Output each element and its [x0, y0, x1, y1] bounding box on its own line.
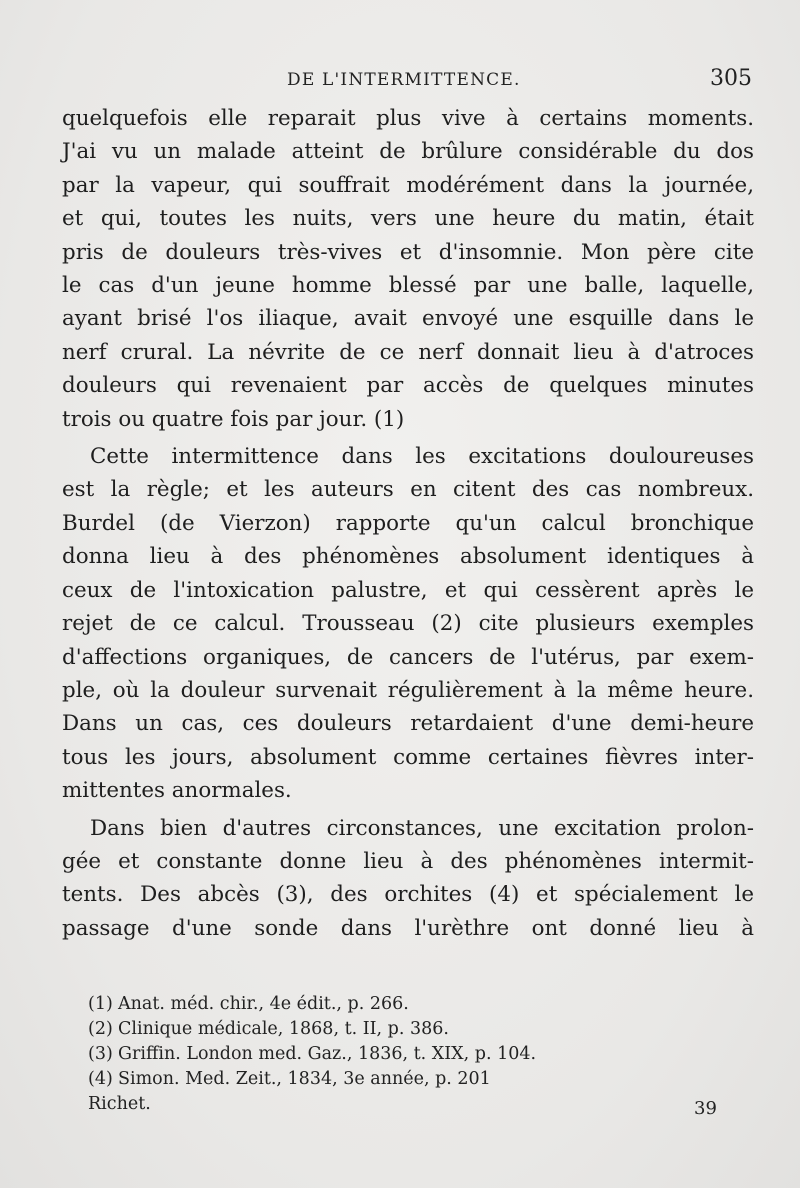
footnote-text: Richet.	[88, 1094, 151, 1114]
text-line: gée et constante donne lieu à des phénomènes intermit-	[62, 848, 754, 874]
text-line: nerf crural. La névrite de ce nerf donnait lieu à d'atroces	[62, 339, 754, 365]
text-line: ayant brisé l'os iliaque, avait envoyé une esquille dans le	[62, 306, 754, 332]
footnote	[88, 1017, 728, 1042]
text-line: J'ai vu un malade atteint de brûlure considérable du dos	[62, 139, 754, 165]
text-line: donna lieu à des phénomènes absolument identiques à	[62, 544, 754, 570]
footnote-continuation	[88, 1092, 728, 1117]
page-header	[60, 66, 752, 98]
footnote	[88, 1042, 728, 1067]
text-line: le cas d'un jeune homme blessé par une balle, laquelle,	[62, 273, 754, 299]
text-line: d'affections organiques, de cancers de l'utérus, par exem-	[62, 644, 754, 670]
text-line: mittentes anormales.	[62, 778, 292, 804]
paragraph	[62, 440, 754, 807]
text-line: quelquefois elle reparait plus vive à certains moments.	[62, 106, 754, 131]
footnote-number: (4)	[88, 1069, 113, 1089]
footnote-number: (1)	[88, 994, 113, 1014]
footnote	[88, 1067, 728, 1092]
text-line: pris de douleurs très-vives et d'insomnie. Mon père cite	[62, 239, 754, 265]
text-line: tents. Des abcès (3), des orchites (4) et spécialement le	[62, 882, 754, 908]
running-title: DE L'INTERMITTENCE.	[287, 70, 521, 90]
text-line: Cette intermittence dans les excitations douloureuses	[90, 444, 754, 470]
text-line: ceux de l'intoxication palustre, et qui cessèrent après le	[62, 577, 754, 603]
text-line: passage d'une sonde dans l'urèthre ont donné lieu à	[62, 915, 754, 941]
text-line: Burdel (de Vierzon) rapporte qu'un calcul bronchique	[62, 510, 754, 536]
paragraph	[62, 102, 754, 436]
footnote-number: (2)	[88, 1019, 113, 1039]
text-line: trois ou quatre fois par jour. (1)	[62, 406, 405, 432]
footnote-text: Simon. Med. Zeit., 1834, 3e année, p. 201	[118, 1069, 491, 1089]
text-line: par la vapeur, qui souffrait modérément dans la journée,	[62, 172, 754, 198]
text-line: ple, où la douleur survenait régulièrement à la même heure.	[62, 677, 754, 703]
paragraph	[62, 812, 754, 946]
footnote-text: Clinique médicale, 1868, t. II, p. 386.	[118, 1019, 449, 1039]
text-line: et qui, toutes les nuits, vers une heure du matin, était	[62, 206, 754, 232]
footnote	[88, 992, 728, 1017]
text-line: tous les jours, absolument comme certaines fièvres inter-	[62, 744, 754, 770]
text-line: douleurs qui revenaient par accès de quelques minutes	[62, 373, 754, 399]
text-line: est la règle; et les auteurs en citent des cas nombreux.	[62, 477, 754, 503]
text-line: Dans bien d'autres circonstances, une excitation prolon-	[90, 815, 754, 841]
footnote-number: (3)	[88, 1044, 113, 1064]
signature-mark: 39	[694, 1098, 717, 1119]
body-text	[62, 102, 754, 945]
page-number: 305	[710, 66, 752, 91]
text-line: Dans un cas, ces douleurs retardaient d'une demi-heure	[62, 711, 754, 737]
footnote-text: Griffin. London med. Gaz., 1836, t. XIX, p. 104.	[118, 1044, 537, 1064]
footnotes	[88, 992, 728, 1117]
footnote-text: Anat. méd. chir., 4e édit., p. 266.	[118, 994, 409, 1014]
text-line: rejet de ce calcul. Trousseau (2) cite plusieurs exemples	[62, 611, 754, 637]
